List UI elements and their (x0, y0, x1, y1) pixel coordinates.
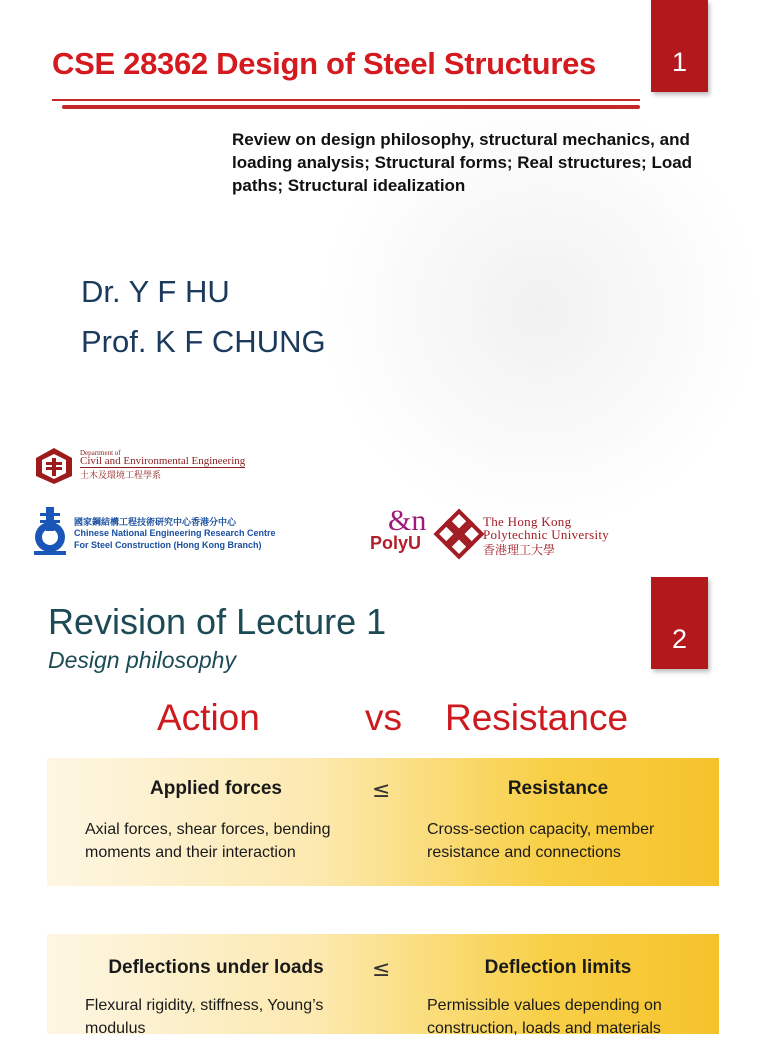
comparison-left-description: Flexural rigidity, stiffness, Young’s modulus (85, 997, 324, 1037)
polyu-logo (370, 504, 430, 560)
author-2: Prof. K F CHUNG (81, 324, 326, 359)
author-1: Dr. Y F HU (81, 274, 230, 309)
cnerc-logo-line-1: 國家鋼結構工程技術研究中心香港分中心 (74, 517, 237, 527)
hkpu-logo-line-3: 香港理工大學 (483, 543, 556, 557)
polyu-logo-word: PolyU (370, 533, 422, 553)
civil-logo-line-3: 土木及環境工程學系 (80, 470, 162, 480)
comparison-right-heading: Resistance (507, 778, 609, 799)
hkpu-emblem-icon (438, 512, 480, 556)
comparison-right-description: Permissible values depending on construction, loads and materials (427, 997, 662, 1037)
slide-number-badge (651, 0, 708, 92)
vs-heading: vs (365, 697, 402, 738)
comparison-row (47, 934, 719, 1037)
slide-2 (0, 575, 768, 1037)
cnerc-logo (30, 503, 280, 565)
slide-2-subtitle: Design philosophy (48, 647, 236, 673)
hkpu-logo-line-1: The Hong Kong (483, 514, 572, 529)
title-underline-bold (62, 105, 640, 109)
slide-2-title: Revision of Lecture 1 (48, 601, 387, 642)
hkpu-logo-line-2: Polytechnic University (483, 527, 610, 542)
civil-dept-emblem-icon (34, 446, 74, 486)
less-equal-symbol: ≤ (372, 957, 391, 982)
comparison-right-heading: Deflection limits (484, 957, 632, 978)
slide-number-badge (651, 577, 708, 669)
civil-engineering-logo (34, 446, 274, 488)
civil-logo-line-2: Civil and Environmental Engineering (80, 455, 246, 467)
comparison-row (47, 758, 719, 886)
hkpu-logo (438, 512, 663, 560)
slide-1-subtitle: Review on design philosophy, structural mechanics, and loading analysis; Structural forms; Real structures; Load paths; Structural idealization (232, 130, 693, 195)
action-heading: Action (157, 697, 260, 738)
civil-logo-line-1: Department of (80, 449, 121, 457)
polyu-logo-mark: &n (388, 504, 427, 537)
slide-number: 2 (671, 624, 688, 654)
resistance-heading: Resistance (445, 697, 629, 738)
title-underline (52, 99, 640, 101)
slide-number: 1 (671, 47, 688, 77)
comparison-left-heading: Applied forces (150, 778, 282, 799)
cnerc-emblem-icon (30, 503, 70, 561)
comparison-left-heading: Deflections under loads (108, 957, 324, 978)
cnerc-logo-line-2: Chinese National Engineering Research Centre (74, 528, 276, 538)
slide-1-title: CSE 28362 Design of Steel Structures (52, 46, 596, 81)
less-equal-symbol: ≤ (372, 778, 391, 803)
cnerc-logo-line-3: For Steel Construction (Hong Kong Branch) (74, 540, 262, 550)
comparison-right-description: Cross-section capacity, member resistance and connections (427, 821, 655, 861)
comparison-left-description: Axial forces, shear forces, bending moments and their interaction (85, 821, 331, 861)
